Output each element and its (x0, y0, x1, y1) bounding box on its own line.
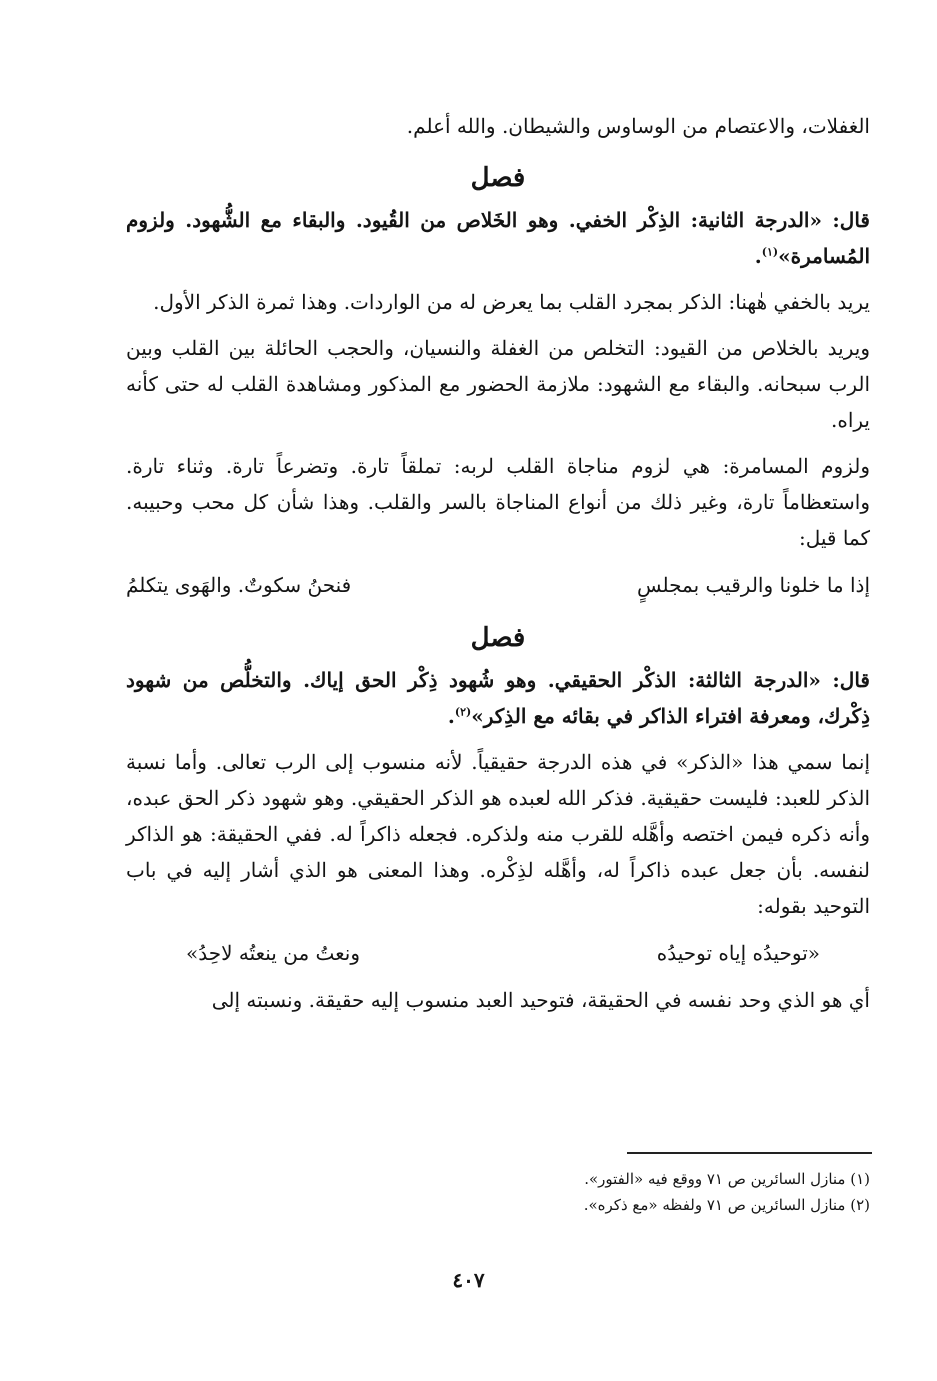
section-heading-1: فصل (470, 163, 526, 193)
footnote-ref-1: (١) (761, 245, 779, 259)
text-line-top: الغفلات، والاعتصام من الوساوس والشيطان. والله أعلم. (406, 114, 870, 138)
footnotes (450, 1166, 870, 1218)
paragraph-4: إنما سمي هذا «الذكر» في هذه الدرجة حقيقياً. لأنه منسوب إلى الرب تعالى. وأما نسبة الذكر للعبد: فليست حقيقية. فذكر الله لعبده هو الذكر الحقيقي. وهو شهود ذكر الحق عبده، وأنه ذكره فيمن اختصه وأهَّله للقرب منه ولذكره. فجعله ذاكراً له. ففي الحقيقة: هو الذاكر لنفسه. بأن جعل عبده ذاكراً له، وأهَّله لذِكْره. وهذا المعنى هو الذي أشار إليه في باب التوحيد بقوله: (126, 750, 870, 918)
footnote-ref-2: (٢) (454, 705, 472, 719)
page-body (126, 108, 870, 1018)
paragraph-5: أي هو الذي وحد نفسه في الحقيقة، فتوحيد العبد منسوب إليه حقيقة. ونسبته إلى (211, 988, 870, 1012)
footnote-1: (١) منازل السائرين ص ٧١ ووقع فيه «الفتور». (584, 1170, 870, 1188)
quote-paragraph-2: قال: «الدرجة الثالثة: الذكْر الحقيقي. وهو شُهود ذِكْر الحق إياك. والتخلُّص من شهود ذِكْرك، ومعرفة افتراء الذاكر في بقائه مع الذِكر»$^{(٢)}$. (126, 668, 870, 728)
footnote-2: (٢) منازل السائرين ص ٧١ ولفظه «مع ذكره». (583, 1196, 870, 1214)
verse-line-1 (126, 566, 870, 604)
verse-2-first-hemistich: «توحيدُه إياه توحيدُه (656, 941, 820, 965)
page-number: ٤٠٧ (452, 1268, 485, 1292)
quote-text-2: قال: «الدرجة الثالثة: الذكْر الحقيقي. وهو شُهود ذِكْر الحق إياك. والتخلُّص من شهود ذِكْرك، ومعرفة افتراء الذاكر في بقائه مع الذِكر» (126, 668, 870, 728)
paragraph-2: ويريد بالخلاص من القيود: التخلص من الغفلة والنسيان، والحجب الحائلة بين القلب وبين الرب سبحانه. والبقاء مع الشهود: ملازمة الحضور مع المذكور ومشاهدة القلب له حتى كأنه يراه. (126, 336, 870, 432)
footnote-separator (627, 1152, 872, 1154)
paragraph-3: ولزوم المسامرة: هي لزوم مناجاة القلب لربه: تملقاً تارة. وتضرعاً تارة. وثناء تارة. واستعظاماً تارة، وغير ذلك من أنواع المناجاة بالسر والقلب. وهذا شأن كل محب وحبيبه. كما قيل: (126, 454, 870, 550)
quote-paragraph-1: قال: «الدرجة الثانية: الذِكْر الخفي. وهو الخَلاص من القُيود. والبقاء مع الشُّهود. ولزوم المُسامرة»$^{(١)}$. (126, 208, 870, 268)
section-heading-2: فصل (470, 623, 526, 653)
quote-text-1: قال: «الدرجة الثانية: الذِكْر الخفي. وهو الخَلاص من القُيود. والبقاء مع الشُّهود. ولزوم المُسامرة» (126, 208, 870, 268)
paragraph-1: يريد بالخفي هٰهنا: الذكر بمجرد القلب بما يعرض له من الواردات. وهذا ثمرة الذكر الأول. (153, 290, 870, 314)
verse-2-second-hemistich: ونعتُ من ينعتُه لاحِدُ» (186, 941, 361, 965)
verse-line-2 (126, 934, 870, 972)
verse-1-first-hemistich: إذا ما خلونا والرقيب بمجلسٍ (637, 573, 870, 597)
verse-1-second-hemistich: فنحنُ سكوتٌ. والهَوى يتكلمُ (126, 573, 352, 597)
